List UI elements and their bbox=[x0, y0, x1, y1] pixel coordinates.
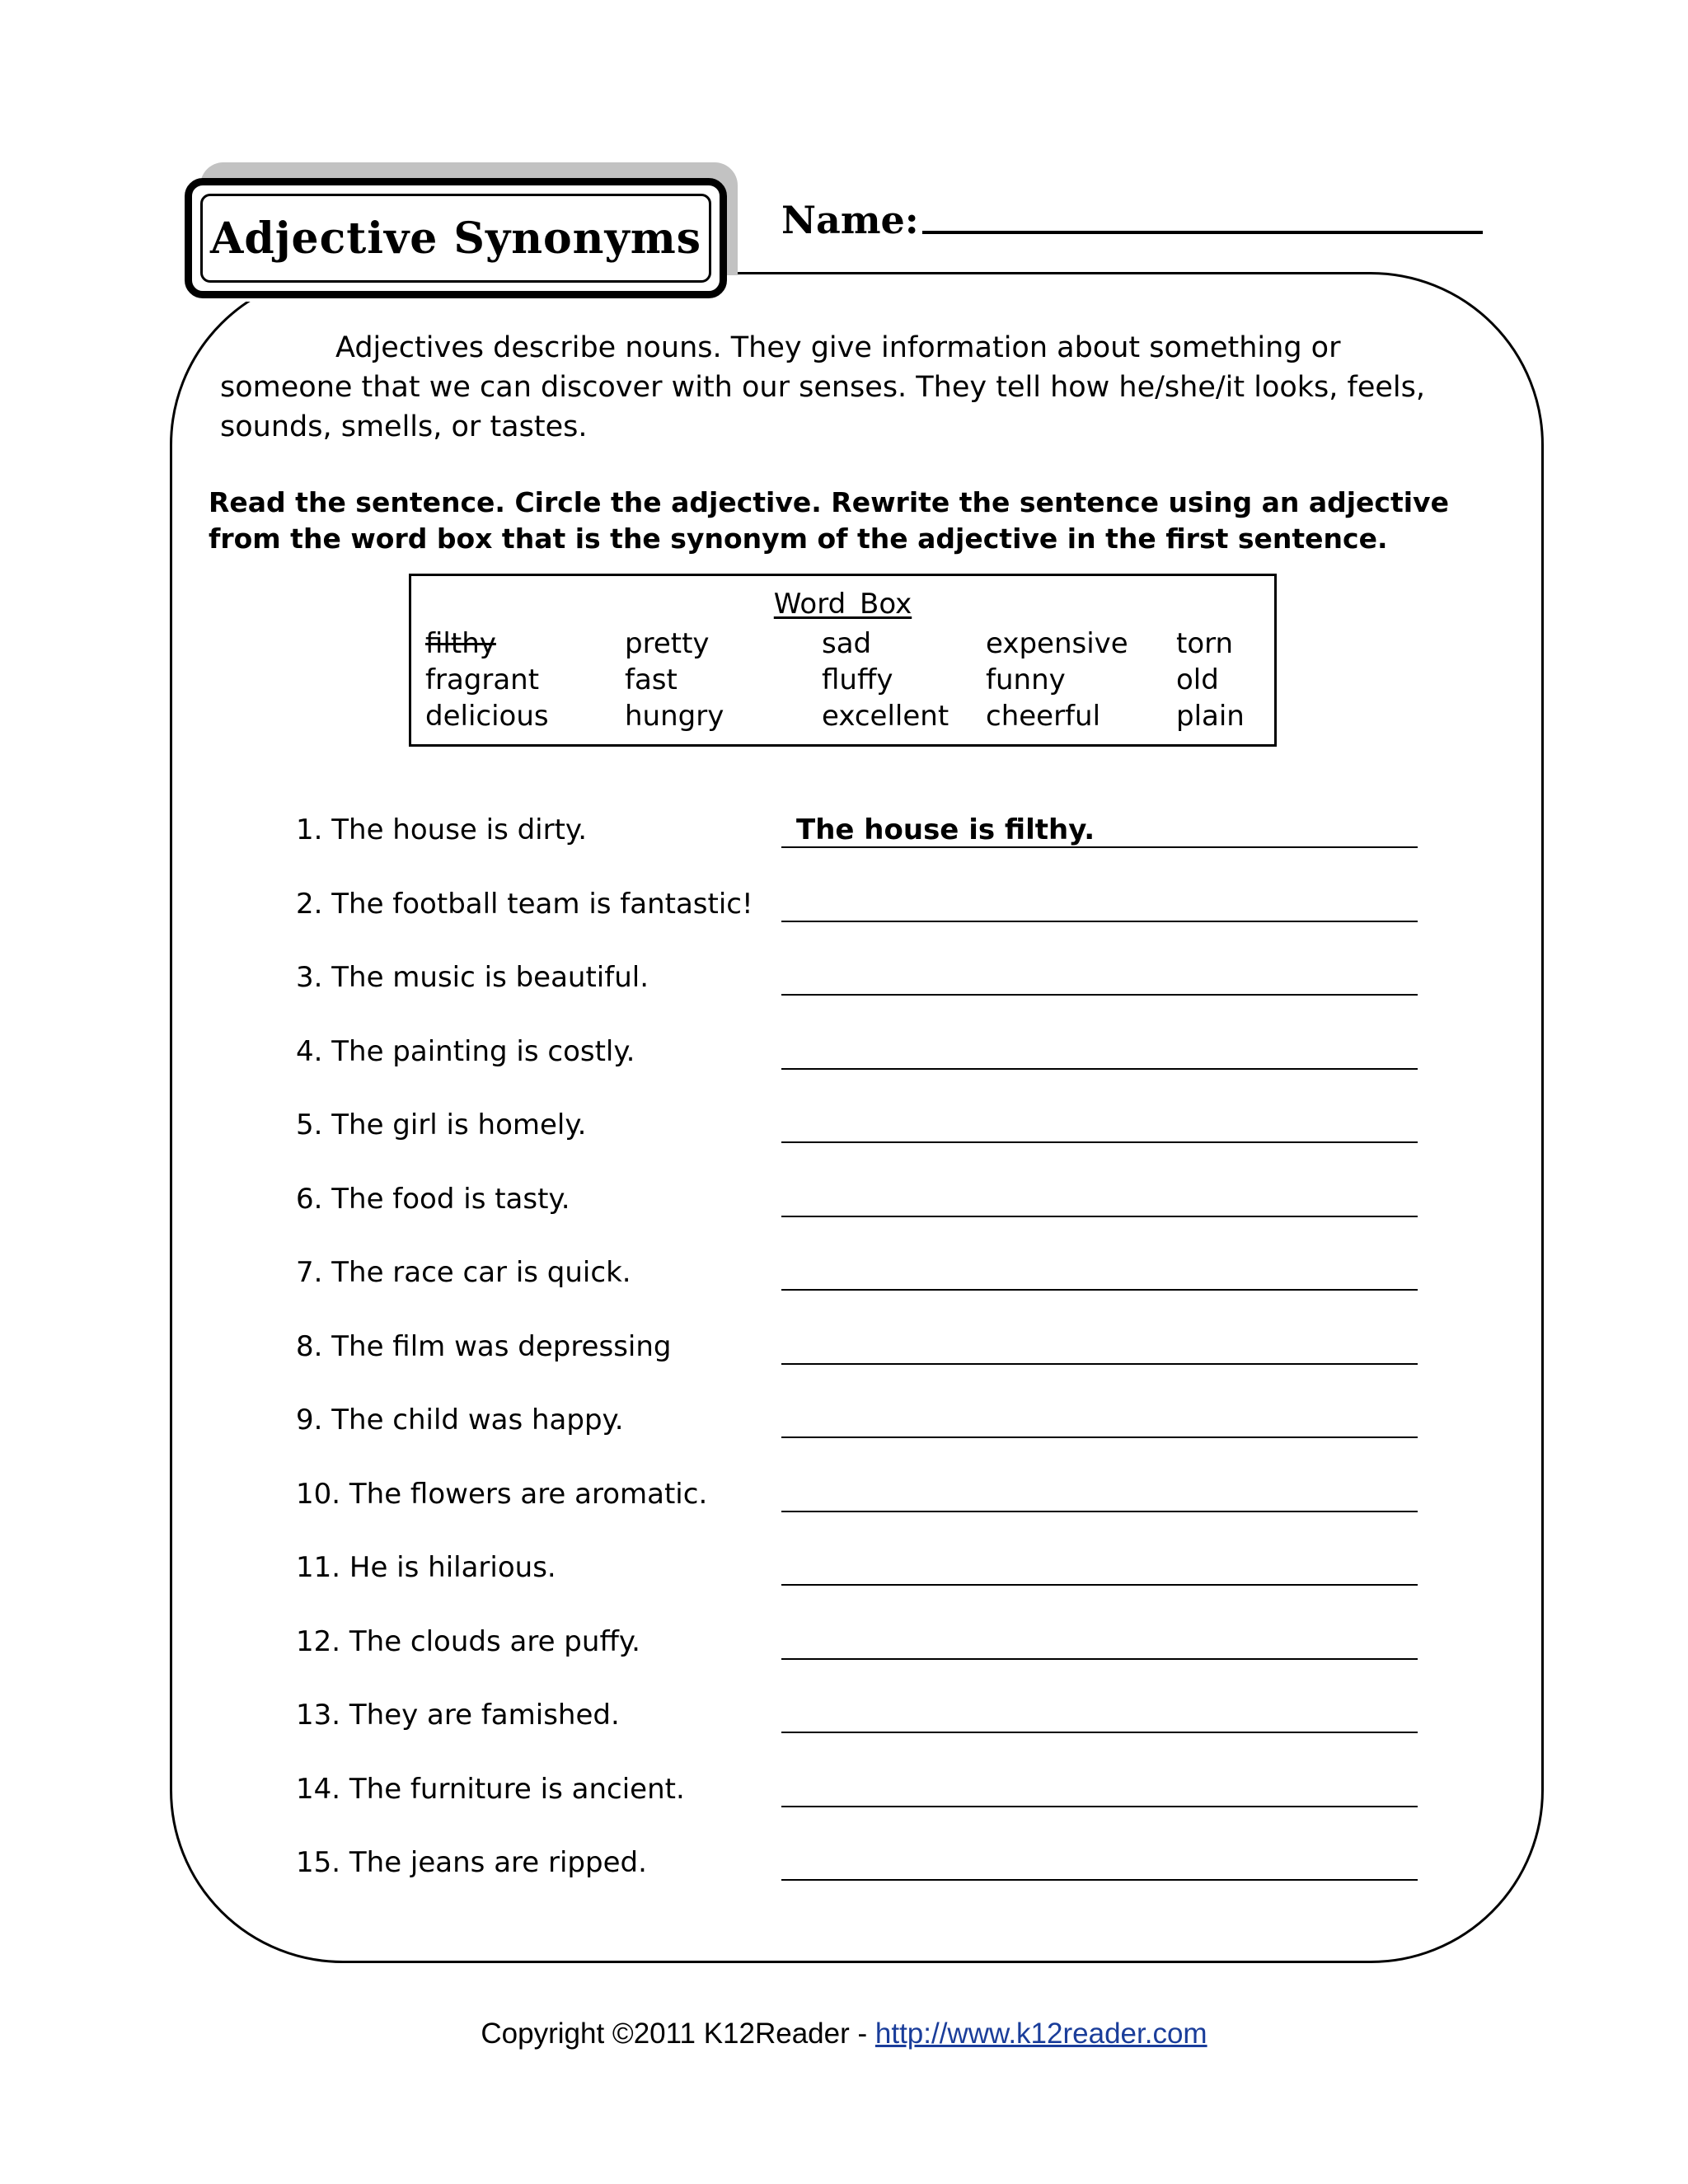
exercise-row bbox=[0, 1843, 1688, 1892]
answer-line[interactable] bbox=[781, 1584, 1418, 1586]
word-box-word: delicious bbox=[425, 700, 549, 733]
word-box-word: sad bbox=[822, 627, 872, 660]
exercise-row bbox=[0, 958, 1688, 1007]
footer bbox=[0, 2016, 1688, 2052]
exercise-row bbox=[0, 1622, 1688, 1671]
exercise-prompt: 2. The football team is fantastic! bbox=[296, 888, 753, 921]
title-box bbox=[185, 178, 727, 298]
intro-paragraph: Adjectives describe nouns. They give information about something or someone that we can discover with our senses. They tell how he/she/it looks, feels, sounds, smells, or tastes. bbox=[220, 331, 1426, 443]
exercise-row bbox=[0, 1548, 1688, 1597]
exercise-row bbox=[0, 1105, 1688, 1155]
word-box-word: filthy bbox=[425, 627, 496, 660]
title-box-inner bbox=[200, 194, 711, 283]
answer-line[interactable] bbox=[781, 921, 1418, 922]
word-box-word: expensive bbox=[986, 627, 1128, 660]
word-box-word: old bbox=[1176, 663, 1219, 696]
exercise-prompt: 11. He is hilarious. bbox=[296, 1551, 556, 1584]
exercise-row bbox=[0, 810, 1688, 860]
word-box-word: pretty bbox=[625, 627, 710, 660]
exercise-row bbox=[0, 1474, 1688, 1524]
exercise-row bbox=[0, 1769, 1688, 1819]
word-box-word: fluffy bbox=[822, 663, 893, 696]
exercise-row bbox=[0, 1695, 1688, 1745]
exercise-row bbox=[0, 1327, 1688, 1376]
answer-line[interactable] bbox=[781, 1216, 1418, 1217]
word-box-word: hungry bbox=[625, 700, 724, 733]
name-blank-line[interactable] bbox=[922, 226, 1483, 234]
name-label: Name: bbox=[781, 198, 919, 242]
exercise-prompt: 10. The flowers are aromatic. bbox=[296, 1478, 708, 1511]
answer-line[interactable] bbox=[781, 994, 1418, 996]
exercise-row bbox=[0, 1253, 1688, 1302]
answer-line[interactable] bbox=[781, 1511, 1418, 1512]
exercise-row bbox=[0, 1400, 1688, 1450]
answer-line[interactable] bbox=[781, 1658, 1418, 1660]
word-box-word: excellent bbox=[822, 700, 950, 733]
answer-line[interactable] bbox=[781, 1068, 1418, 1070]
answer-line[interactable] bbox=[781, 1436, 1418, 1438]
exercise-row bbox=[0, 1032, 1688, 1081]
word-box-word: funny bbox=[986, 663, 1066, 696]
exercise-prompt: 5. The girl is homely. bbox=[296, 1108, 587, 1141]
exercise-prompt: 6. The food is tasty. bbox=[296, 1183, 570, 1216]
word-box-word: fast bbox=[625, 663, 678, 696]
answer-line[interactable] bbox=[781, 1289, 1418, 1291]
exercise-prompt: 15. The jeans are ripped. bbox=[296, 1846, 647, 1879]
answer-line[interactable] bbox=[781, 1732, 1418, 1733]
word-box-word: torn bbox=[1176, 627, 1234, 660]
word-box-title: Word Box bbox=[773, 588, 912, 621]
answer-line[interactable] bbox=[781, 1141, 1418, 1143]
exercise-prompt: 13. They are famished. bbox=[296, 1699, 620, 1732]
exercise-row bbox=[0, 884, 1688, 934]
exercise-prompt: 12. The clouds are puffy. bbox=[296, 1625, 640, 1658]
exercise-prompt: 9. The child was happy. bbox=[296, 1404, 624, 1436]
k12reader-link[interactable]: http://www.k12reader.com bbox=[874, 2018, 1207, 2050]
instructions: Read the sentence. Circle the adjective. Rewrite the sentence using an adjective from the word box that is the synonym of the adjective in the first sentence. bbox=[209, 486, 1449, 555]
exercise-prompt: 1. The house is dirty. bbox=[296, 813, 588, 846]
exercise-prompt: 3. The music is beautiful. bbox=[296, 961, 649, 994]
copyright-text: Copyright ©2011 K12Reader - bbox=[481, 2018, 875, 2050]
name-field[interactable] bbox=[781, 198, 1483, 242]
exercise-row bbox=[0, 1179, 1688, 1229]
worksheet-title: Adjective Synonyms bbox=[209, 213, 702, 264]
word-box-word: fragrant bbox=[425, 663, 540, 696]
exercise-prompt: 8. The film was depressing bbox=[296, 1330, 672, 1363]
exercise-prompt: 4. The painting is costly. bbox=[296, 1035, 635, 1068]
exercise-prompt: 14. The furniture is ancient. bbox=[296, 1773, 685, 1806]
word-box-word: cheerful bbox=[986, 700, 1101, 733]
answer-line[interactable] bbox=[781, 1363, 1418, 1365]
answer-text: The house is filthy. bbox=[796, 813, 1095, 846]
answer-line[interactable] bbox=[781, 1879, 1418, 1881]
exercise-prompt: 7. The race car is quick. bbox=[296, 1256, 631, 1289]
word-box bbox=[409, 574, 1277, 747]
answer-line[interactable] bbox=[781, 1806, 1418, 1807]
word-box-word: plain bbox=[1176, 700, 1245, 733]
